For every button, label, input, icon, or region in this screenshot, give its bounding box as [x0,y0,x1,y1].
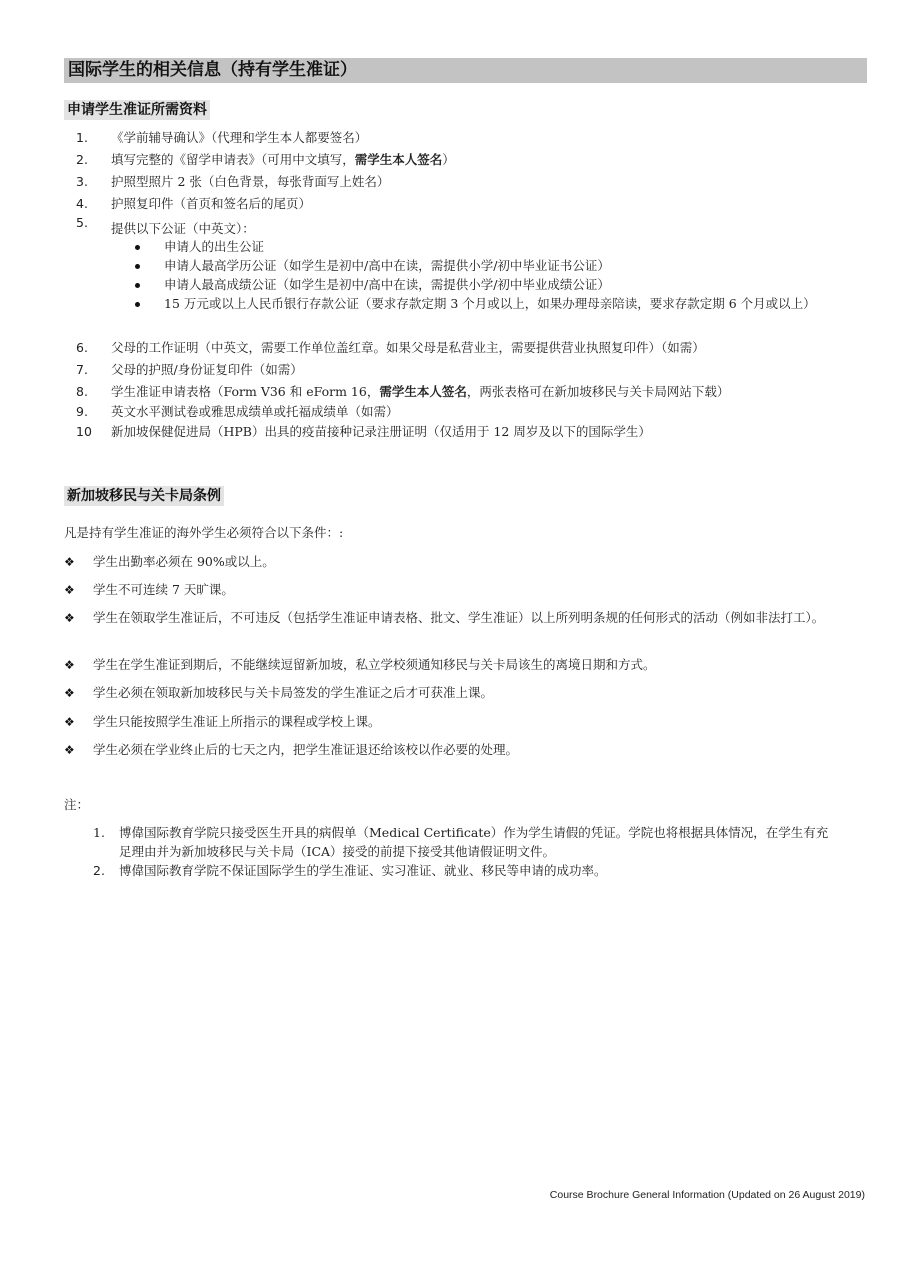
list-item-number: 1. [76,130,88,145]
requirements-heading: 申请学生准证所需资料 [64,100,210,120]
bullet-dot-icon [135,302,140,307]
regulations-heading: 新加坡移民与关卡局条例 [64,486,224,506]
list-item-text: 父母的工作证明（中英文，需要工作单位盖红章。如果父母是私营业主，需要提供营业执照复印件）（如需） [111,340,705,355]
signature-required-emphasis: 需学生本人签名 [379,384,467,399]
list-item-number: 2. [76,152,88,167]
regulations-intro: 凡是持有学生准证的海外学生必须符合以下条件：: [64,525,344,540]
bullet-dot-icon [135,264,140,269]
list-item-number: 7. [76,362,88,377]
list-item-number: 1. [93,825,105,840]
list-item-number: 6. [76,340,88,355]
list-item-text: 学生必须在学业终止后的七天之内，把学生准证退还给该校以作必要的处理。 [93,742,519,757]
notes-label: 注： [64,797,90,812]
diamond-bullet-icon: ❖ [64,686,75,700]
list-item-number: 8. [76,384,88,399]
page-footer: Course Brochure General Information (Updated on 26 August 2019) [549,1189,865,1201]
signature-required-emphasis: 需学生本人签名 [354,152,443,167]
list-item-text: 英文水平测试卷或雅思成绩单或托福成绩单（如需） [111,404,399,419]
list-item-text: 学生出勤率必须在 90%或以上。 [93,554,275,569]
list-item-number: 10 [76,424,92,439]
list-item-number: 3. [76,174,88,189]
list-item-text: 学生在领取学生准证后，不可违反（包括学生准证申请表格、批文、学生准证）以上所列明条规的任何形式的活动（例如非法打工）。 [93,610,825,625]
list-item-text: 学生准证申请表格（Form V36 和 eForm 16，需学生本人签名，两张表格可在新加坡移民与关卡局网站下载） [111,384,730,399]
list-item-text: 博偉国际教育学院不保证国际学生的学生准证、实习准证、就业、移民等申请的成功率。 [119,863,607,878]
list-item-number: 9. [76,404,88,419]
page-title: 国际学生的相关信息（持有学生准证） [64,58,867,83]
list-item-text: 学生不可连续 7 天旷课。 [93,582,234,597]
list-item-text: 博偉国际教育学院只接受医生开具的病假单（Medical Certificate）作为学生请假的凭证。学院也将根据具体情况，在学生有充足理由并为新加坡移民与关卡局（ICA）接受的前提下接受其他请假证明文件。 [119,825,829,859]
list-item-text: 学生必须在领取新加坡移民与关卡局签发的学生准证之后才可获准上课。 [93,685,494,700]
diamond-bullet-icon: ❖ [64,715,75,729]
diamond-bullet-icon: ❖ [64,611,75,625]
list-item-text: 填写完整的《留学申请表》（可用中文填写，需学生本人签名） [111,152,455,167]
diamond-bullet-icon: ❖ [64,583,75,597]
list-item-text: 护照复印件（首页和签名后的尾页） [111,196,312,211]
bullet-dot-icon [135,245,140,250]
list-item-text: 《学前辅导确认》（代理和学生本人都要签名） [111,130,368,145]
list-item-text: 提供以下公证（中英文）： [111,221,255,236]
sub-list-item-text: 申请人最高成绩公证（如学生是初中/高中在读，需提供小学/初中毕业成绩公证） [164,277,610,292]
diamond-bullet-icon: ❖ [64,658,75,672]
sub-list-item-text: 申请人最高学历公证（如学生是初中/高中在读，需提供小学/初中毕业证书公证） [164,258,610,273]
diamond-bullet-icon: ❖ [64,555,75,569]
list-item-text: 护照型照片 2 张（白色背景，每张背面写上姓名） [111,174,390,189]
list-item-text: 学生只能按照学生准证上所指示的课程或学校上课。 [93,714,381,729]
diamond-bullet-icon: ❖ [64,743,75,757]
list-item-number: 2. [93,863,105,878]
list-item-number: 5. [76,215,88,230]
list-item-text: 学生在学生准证到期后，不能继续逗留新加坡，私立学校须通知移民与关卡局该生的离境日期和方式。 [93,657,656,672]
sub-list-item-text: 申请人的出生公证 [164,239,265,254]
list-item-text: 新加坡保健促进局（HPB）出具的疫苗接种记录注册证明（仅适用于 12 周岁及以下的国际学生） [111,424,651,439]
bullet-dot-icon [135,283,140,288]
sub-list-item-text: 15 万元或以上人民币银行存款公证（要求存款定期 3 个月或以上，如果办理母亲陪读，要求存款定期 6 个月或以上） [164,296,816,311]
list-item-text: 父母的护照/身份证复印件（如需） [111,362,303,377]
list-item-number: 4. [76,196,88,211]
